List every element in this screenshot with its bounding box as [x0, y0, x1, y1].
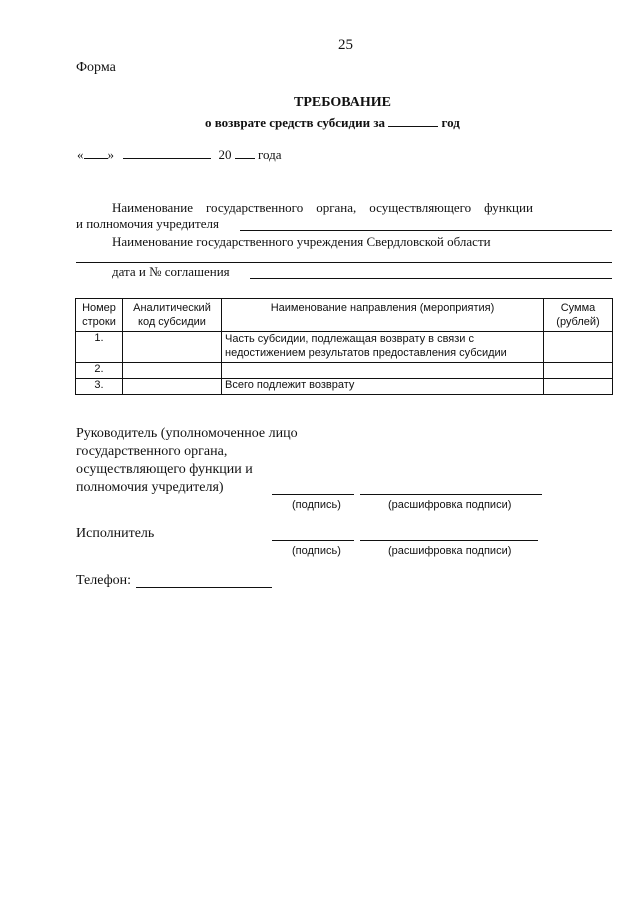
form-label: Форма	[76, 60, 116, 75]
row-number: 2.	[76, 363, 123, 379]
row-sum[interactable]	[544, 332, 613, 363]
subtitle-suffix: год	[441, 115, 460, 130]
row-code[interactable]	[123, 363, 222, 379]
row-name[interactable]	[222, 363, 544, 379]
head-signature-caption: (подпись)	[292, 499, 341, 511]
header-row-number: Номер строки	[76, 299, 123, 332]
table-header-row	[76, 299, 613, 332]
executor-label: Исполнитель	[76, 526, 155, 541]
header-sum: Сумма (рублей)	[544, 299, 613, 332]
founder-input-line[interactable]	[240, 230, 612, 231]
year-prefix: 20	[218, 147, 232, 162]
head-label-line2: государственного органа,	[76, 444, 228, 459]
phone-label: Телефон:	[76, 573, 132, 588]
table-row	[76, 332, 613, 363]
year-suffix: года	[258, 147, 282, 162]
executor-decoding-line[interactable]	[360, 540, 538, 541]
row-name: Всего подлежит возврату	[222, 379, 544, 395]
head-label-line4: полномочия учредителя)	[76, 480, 224, 495]
month-blank	[123, 147, 211, 159]
document-title: ТРЕБОВАНИЕ	[294, 95, 391, 110]
close-quote: »	[107, 147, 114, 162]
row-number: 3.	[76, 379, 123, 395]
table-row	[76, 363, 613, 379]
year-digits-blank	[235, 147, 255, 159]
founder-label-line1: Наименование государственного органа, осуществляющего функции	[112, 200, 533, 215]
head-signature-line[interactable]	[272, 494, 354, 495]
row-code[interactable]	[123, 379, 222, 395]
table-row	[76, 379, 613, 395]
year-blank	[388, 115, 438, 127]
page-number: 25	[338, 37, 353, 53]
row-name: Часть субсидии, подлежащая возврату в связи с недостижением результатов предоставления субсидии	[222, 332, 544, 363]
head-decoding-caption: (расшифровка подписи)	[388, 499, 512, 511]
date-line	[77, 147, 282, 163]
agreement-label: дата и № соглашения	[112, 264, 230, 279]
executor-signature-line[interactable]	[272, 540, 354, 541]
executor-signature-caption: (подпись)	[292, 545, 341, 557]
phone-input-line[interactable]	[136, 587, 272, 588]
open-quote: «	[77, 147, 84, 162]
row-sum[interactable]	[544, 379, 613, 395]
header-direction-name: Наименование направления (мероприятия)	[222, 299, 544, 332]
row-sum[interactable]	[544, 363, 613, 379]
row-code[interactable]	[123, 332, 222, 363]
subtitle-prefix: о возврате средств субсидии за	[205, 115, 386, 130]
head-label-line1: Руководитель (уполномоченное лицо	[76, 426, 298, 441]
head-decoding-line[interactable]	[360, 494, 542, 495]
head-label-line3: осуществляющего функции и	[76, 462, 253, 477]
day-blank	[84, 147, 108, 159]
agreement-input-line[interactable]	[250, 278, 612, 279]
refund-table	[75, 298, 613, 395]
institution-input-line[interactable]	[76, 262, 612, 263]
executor-decoding-caption: (расшифровка подписи)	[388, 545, 512, 557]
institution-label: Наименование государственного учреждения Свердловской области	[112, 234, 491, 249]
row-number: 1.	[76, 332, 123, 363]
header-analytic-code: Аналитический код субсидии	[123, 299, 222, 332]
founder-label-line2: и полномочия учредителя	[76, 216, 219, 231]
document-subtitle	[205, 115, 460, 131]
